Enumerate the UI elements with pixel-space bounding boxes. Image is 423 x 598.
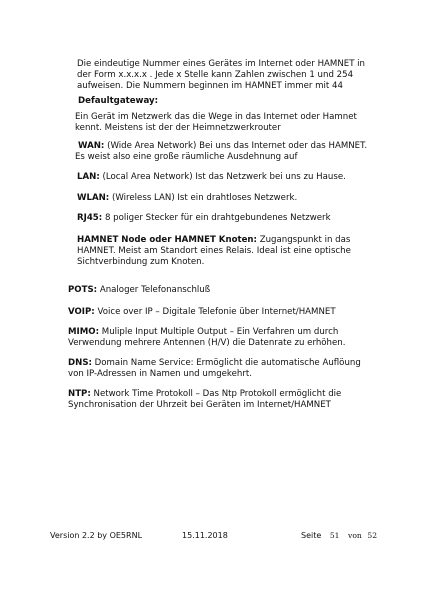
term-lan: LAN: — [77, 172, 100, 182]
text-line: der Form x.x.x.x . Jede x Stelle kann Zahlen zwischen 1 und 254 — [77, 70, 354, 80]
text-line: aufweisen. Die Nummern beginnen im HAMNET immer mit 44 — [77, 81, 343, 91]
defaultgateway-heading — [78, 96, 158, 107]
footer-page-info — [301, 531, 377, 541]
term-rj45: RJ45: — [77, 213, 103, 223]
mimo-definition — [68, 327, 345, 349]
term-ntp: NTP: — [68, 389, 91, 399]
footer-date: 15.11.2018 — [182, 531, 228, 540]
text-line: HAMNET Node oder HAMNET Knoten: Zugangspunkt in das — [77, 235, 351, 245]
term-defaultgateway: Defaultgateway: — [78, 96, 159, 106]
text-line: Die eindeutige Nummer eines Gerätes im Internet oder HAMNET in — [77, 59, 366, 69]
footer-version: Version 2.2 by OE5RNL — [50, 531, 143, 540]
page-number: 51 — [329, 531, 340, 540]
text-line: Ein Gerät im Netzwerk das die Wege in das Internet oder Hamnet — [75, 112, 357, 122]
term-pots: POTS: — [68, 285, 98, 295]
term-hamnet-node: HAMNET Node oder HAMNET Knoten: — [77, 235, 257, 245]
ip-address-paragraph — [77, 59, 365, 92]
text-line: MIMO: Muliple Input Multiple Output – Ein Verfahren um durch — [68, 327, 339, 337]
term-dns: DNS: — [68, 358, 92, 368]
pots-definition: POTS: Analoger Telefonanschluß — [68, 285, 211, 295]
text-line: von IP-Adressen in Namen und umgekehrt. — [68, 369, 252, 379]
hamnet-node-definition — [77, 235, 351, 268]
term-mimo: MIMO: — [68, 327, 100, 337]
wan-definition — [75, 141, 367, 163]
text-line: Verwendung mehrere Antennen (H/V) die Datenrate zu erhöhen. — [68, 338, 346, 348]
text-line: NTP: Network Time Protokoll – Das Ntp Protokoll ermöglicht die — [68, 389, 342, 399]
text-line: HAMNET. Meist am Standort eines Relais. Ideal ist eine optische — [77, 246, 351, 256]
page-label: Seite — [301, 531, 322, 540]
text-line: kennt. Meistens ist der der Heimnetzwerkrouter — [75, 123, 281, 133]
text-line: Sichtverbindung zum Knoten. — [77, 257, 205, 267]
ntp-definition — [68, 389, 341, 411]
voip-definition: VOIP: Voice over IP – Digitale Telefonie über Internet/HAMNET — [68, 307, 336, 317]
of-label: von — [348, 531, 362, 540]
lan-definition: LAN: (Local Area Network) Ist das Netzwerk bei uns zu Hause. — [77, 172, 346, 182]
text-line: Synchronisation der Uhrzeit bei Geräten im Internet/HAMNET — [68, 400, 331, 410]
term-wlan: WLAN: — [77, 193, 110, 203]
term-wan: WAN: — [78, 141, 105, 151]
text-line: Es weist also eine große räumliche Ausdehnung auf — [75, 152, 298, 162]
rj45-definition: RJ45: 8 poliger Stecker für ein drahtgebundenes Netzwerk — [77, 213, 331, 223]
term-voip: VOIP: — [68, 307, 95, 317]
defaultgateway-definition — [75, 112, 357, 134]
total-pages: 52 — [367, 531, 378, 540]
text-line: DNS: Domain Name Service: Ermöglicht die automatische Auflöung — [68, 358, 361, 368]
dns-definition — [68, 358, 361, 380]
text-line: WAN: (Wide Area Network) Bei uns das Internet oder das HAMNET. — [78, 141, 368, 151]
wlan-definition: WLAN: (Wireless LAN) Ist ein drahtloses Netzwerk. — [77, 193, 298, 203]
